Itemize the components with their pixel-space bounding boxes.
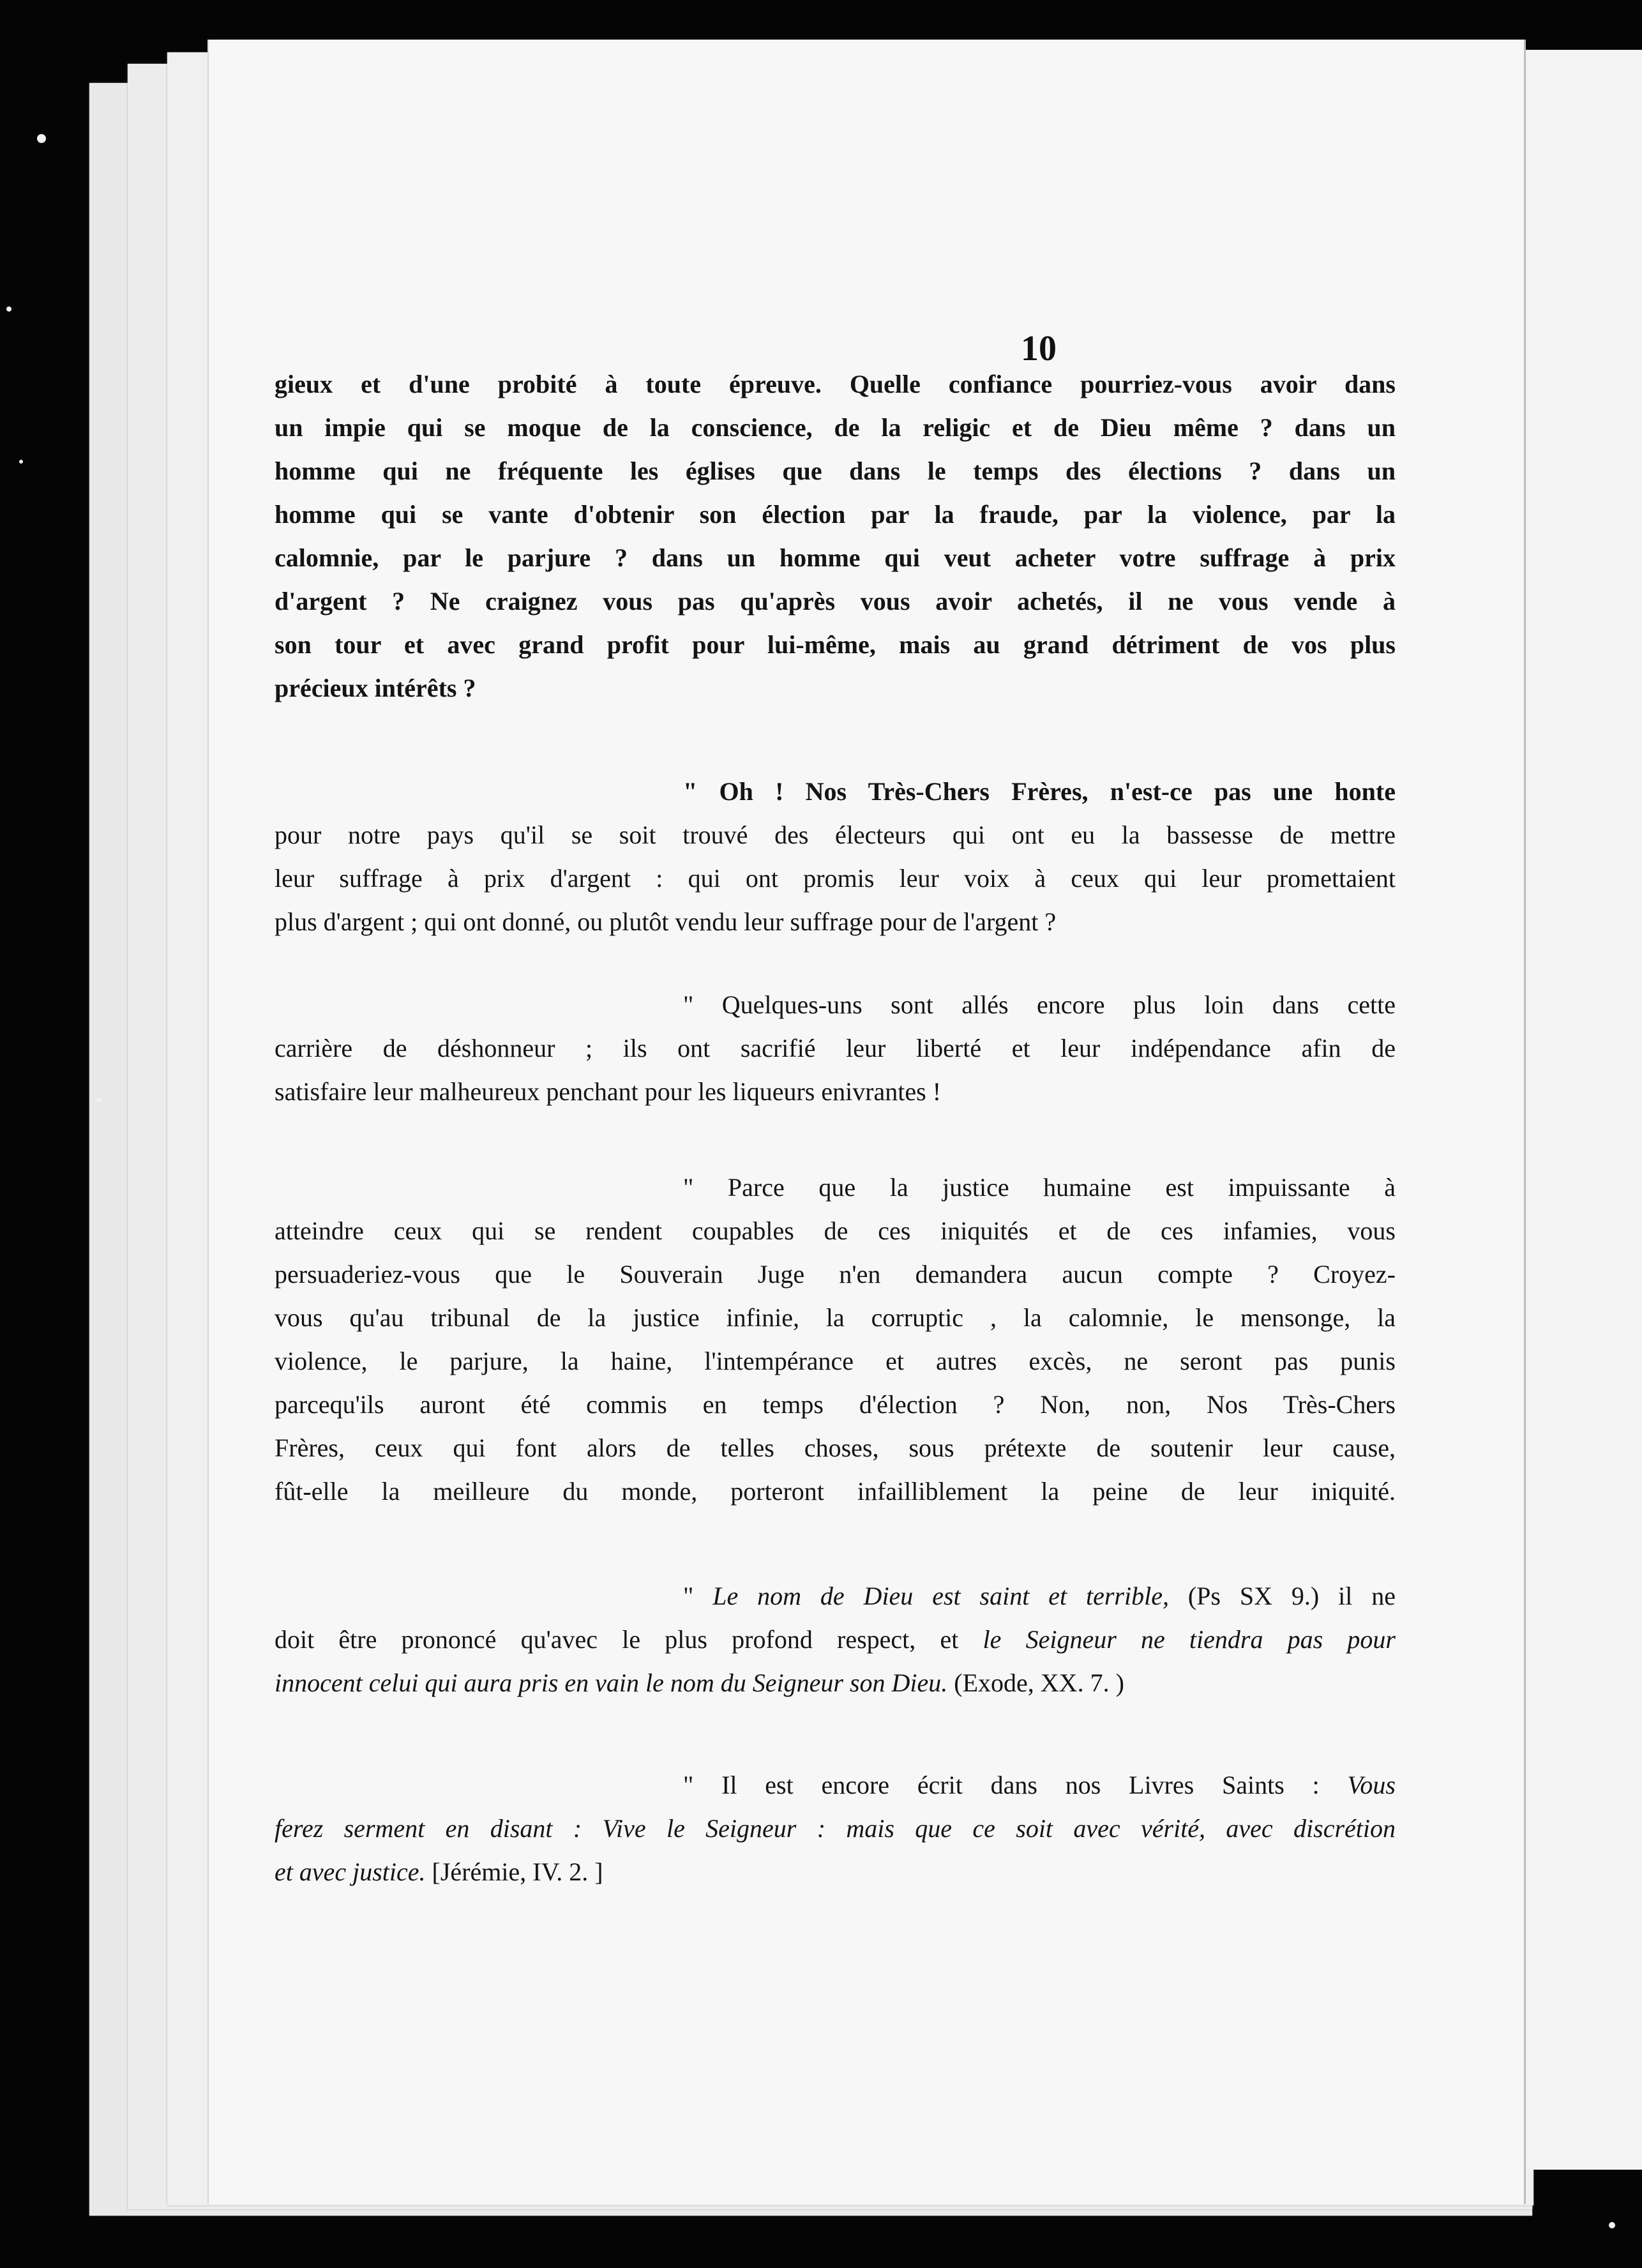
text-line <box>275 1661 1396 1705</box>
text-run-italic: innocent celui qui aura pris en vain le nom du Seigneur son Dieu. <box>275 1668 948 1697</box>
text-line: précieux intérêts ? <box>275 674 476 702</box>
paragraph-4 <box>275 1166 1396 1513</box>
text-line: carrière de déshonneur ; ils ont sacrifié leur liberté et leur indépendance afin de <box>275 1034 1396 1062</box>
facing-page-edge <box>1522 50 1642 2170</box>
text-line <box>275 1575 1396 1618</box>
paragraph-3 <box>275 983 1396 1114</box>
text-line: homme qui se vante d'obtenir son élection par la fraude, par la violence, par la <box>275 500 1396 529</box>
paragraph-1 <box>275 363 1396 710</box>
text-line: Frères, ceux qui font alors de telles choses, sous prétexte de soutenir leur cause, <box>275 1433 1396 1462</box>
text-line <box>275 1850 1396 1894</box>
text-line: satisfaire leur malheureux penchant pour les liqueurs enivrantes ! <box>275 1077 942 1106</box>
text-run: (Exode, XX. 7. ) <box>947 1668 1124 1697</box>
text-line: " Quelques-uns sont allés encore plus loin dans cette <box>683 990 1396 1019</box>
text-line: vous qu'au tribunal de la justice infinie, la corruptic , la calomnie, le mensonge, la <box>275 1303 1396 1332</box>
speck <box>37 134 46 143</box>
text-run: " Il est encore écrit dans nos Livres Saints : <box>683 1771 1348 1799</box>
page-number: 10 <box>1021 329 1057 368</box>
text-line: violence, le parjure, la haine, l'intempérance et autres excès, ne seront pas punis <box>275 1347 1396 1375</box>
text-run-italic: et avec justice. <box>275 1857 426 1886</box>
text-line: son tour et avec grand profit pour lui-même, mais au grand détriment de vos plus <box>275 630 1396 659</box>
text-run-italic: le Seigneur ne tiendra pas pour <box>983 1625 1396 1654</box>
text-line: atteindre ceux qui se rendent coupables de ces iniquités et de ces infamies, vous <box>275 1216 1396 1245</box>
text-line: un impie qui se moque de la conscience, de la religic et de Dieu même ? dans un <box>275 413 1396 442</box>
text-line: " Oh ! Nos Très-Chers Frères, n'est-ce pas une honte <box>683 777 1396 806</box>
text-line: persuaderiez-vous que le Souverain Juge n'en demandera aucun compte ? Croyez- <box>275 1260 1396 1289</box>
text-run: " <box>683 1582 713 1610</box>
paragraph-2 <box>275 770 1396 944</box>
text-line: plus d'argent ; qui ont donné, ou plutôt vendu leur suffrage pour de l'argent ? <box>275 907 1057 936</box>
text-line <box>275 1807 1396 1850</box>
text-run: (Ps SX 9.) il ne <box>1168 1582 1396 1610</box>
text-run: [Jérémie, IV. 2. ] <box>425 1857 603 1886</box>
text-run-italic: Le nom de Dieu est saint et terrible, <box>712 1582 1169 1610</box>
text-line: fût-elle la meilleure du monde, porteront infailliblement la peine de leur iniquité. <box>275 1477 1396 1506</box>
paragraph-5 <box>275 1575 1396 1705</box>
speck <box>6 306 11 312</box>
text-line: gieux et d'une probité à toute épreuve. Quelle confiance pourriez-vous avoir dans <box>275 370 1396 398</box>
text-line <box>275 1764 1396 1807</box>
text-run: doit être prononcé qu'avec le plus profond respect, et <box>275 1625 983 1654</box>
text-line: " Parce que la justice humaine est impuissante à <box>683 1173 1396 1202</box>
text-line: homme qui ne fréquente les églises que dans le temps des élections ? dans un <box>275 457 1396 485</box>
speck <box>96 1098 102 1102</box>
text-line: parcequ'ils auront été commis en temps d'élection ? Non, non, Nos Très-Chers <box>275 1390 1396 1419</box>
paragraph-6 <box>275 1764 1396 1894</box>
text-run-italic: ferez serment en disant : Vive le Seigneur : mais que ce soit avec vérité, avec discrétion <box>275 1814 1396 1843</box>
text-line: pour notre pays qu'il se soit trouvé des électeurs qui ont eu la bassesse de mettre <box>275 820 1396 849</box>
text-run-italic: Vous <box>1347 1771 1396 1799</box>
speck <box>1609 2222 1615 2228</box>
text-line <box>275 1618 1396 1661</box>
text-line: leur suffrage à prix d'argent : qui ont promis leur voix à ceux qui leur promettaient <box>275 864 1396 893</box>
text-line: calomnie, par le parjure ? dans un homme qui veut acheter votre suffrage à prix <box>275 543 1396 572</box>
speck <box>19 460 23 464</box>
text-line: d'argent ? Ne craignez vous pas qu'après vous avoir achetés, il ne vous vende à <box>275 587 1396 616</box>
